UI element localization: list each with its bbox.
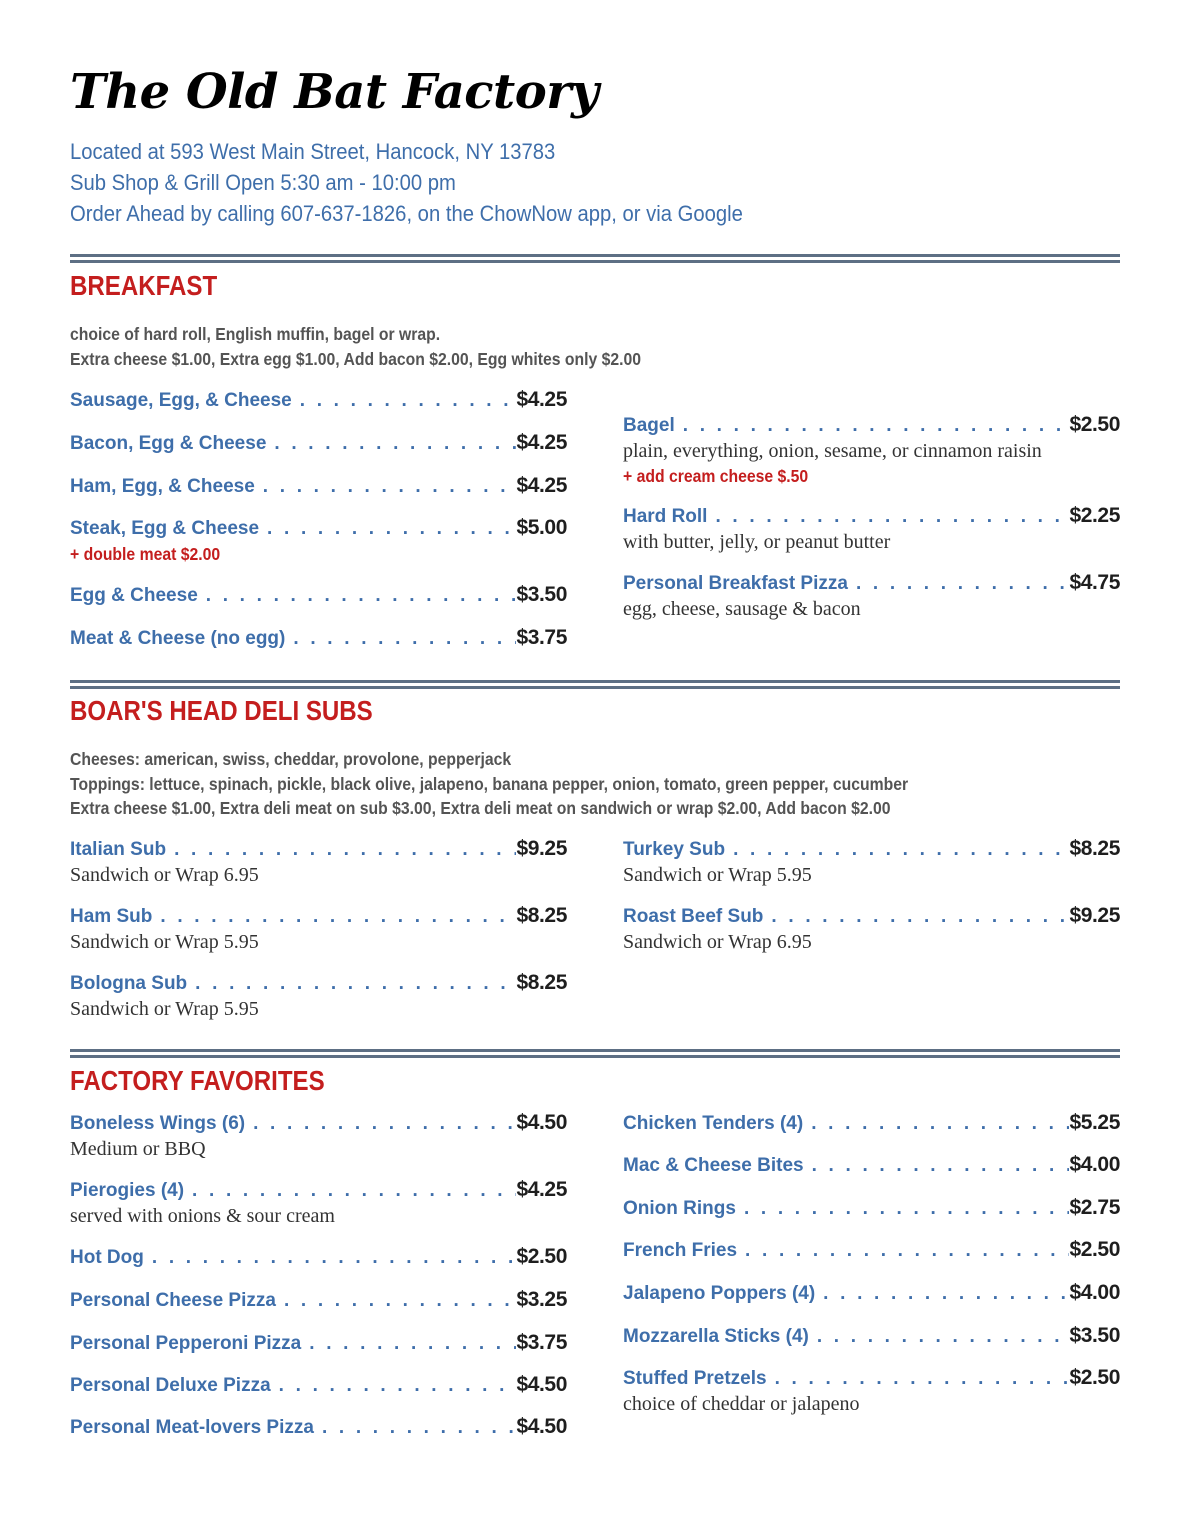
item-description: plain, everything, onion, sesame, or cinnamon raisin	[623, 440, 1042, 462]
dot-leader	[737, 1237, 1069, 1265]
item-name: Personal Breakfast Pizza	[623, 573, 848, 594]
cheeses-note: Cheeses: american, swiss, cheddar, provolone, pepperjack	[70, 749, 512, 769]
menu-item	[623, 1364, 1120, 1417]
item-price: $2.50	[516, 1245, 567, 1268]
item-description: egg, cheese, sausage & bacon	[623, 598, 861, 620]
restaurant-title: The Old Bat Factory	[70, 64, 599, 120]
item-name: Bologna Sub	[70, 973, 188, 994]
item-price: $2.25	[1069, 504, 1120, 527]
dot-leader	[301, 1330, 516, 1358]
item-price: $5.25	[1069, 1111, 1120, 1134]
toppings-note: Toppings: lettuce, spinach, pickle, black olive, jalapeno, banana pepper, onion, tomato, green pepper, cucumber	[70, 774, 909, 794]
item-name: Boneless Wings (6)	[70, 1113, 246, 1134]
item-price: $8.25	[516, 971, 567, 994]
item-description: choice of cheddar or jalapeno	[623, 1393, 860, 1415]
dot-leader	[815, 1280, 1069, 1308]
menu-item	[70, 581, 567, 609]
item-name: Sausage, Egg, & Cheese	[70, 390, 292, 411]
menu-item	[70, 386, 567, 414]
menu-item	[623, 1194, 1120, 1222]
menu-item	[623, 1236, 1120, 1264]
item-price: $4.00	[1069, 1281, 1120, 1304]
item-name: Personal Deluxe Pizza	[70, 1375, 271, 1396]
restaurant-info	[70, 136, 801, 229]
dot-leader	[767, 1365, 1070, 1393]
item-name: Ham Sub	[70, 906, 153, 927]
item-name: Meat & Cheese (no egg)	[70, 628, 286, 649]
item-price: $9.25	[1069, 904, 1120, 927]
menu-item	[70, 1286, 567, 1314]
menu-item	[70, 969, 567, 1022]
item-price: $4.25	[516, 388, 567, 411]
menu-item	[70, 835, 567, 888]
menu-item	[623, 902, 1120, 955]
dot-leader	[707, 503, 1069, 531]
item-name: Personal Meat-lovers Pizza	[70, 1417, 314, 1438]
item-price: $4.00	[1069, 1153, 1120, 1176]
dot-leader	[144, 1244, 517, 1272]
item-price: $3.25	[516, 1288, 567, 1311]
dot-leader	[804, 1152, 1070, 1180]
dot-leader	[166, 836, 516, 864]
item-description: Sandwich or Wrap 6.95	[623, 931, 812, 953]
dot-leader	[266, 430, 516, 458]
menu-item	[623, 835, 1120, 888]
dot-leader	[198, 582, 517, 610]
item-price: $4.50	[516, 1111, 567, 1134]
item-name: Jalapeno Poppers (4)	[623, 1283, 816, 1304]
breakfast-note: choice of hard roll, English muffin, bagel or wrap.	[70, 324, 441, 344]
item-name: Personal Pepperoni Pizza	[70, 1333, 302, 1354]
item-name: Bacon, Egg & Cheese	[70, 433, 267, 454]
subs-extras-note: Extra cheese $1.00, Extra deli meat on sub $3.00, Extra deli meat on sandwich or wrap $2.00, Add bacon $2.00	[70, 798, 891, 818]
item-price: $8.25	[516, 904, 567, 927]
dot-leader	[848, 570, 1069, 598]
dot-leader	[271, 1372, 517, 1400]
dot-leader	[292, 387, 517, 415]
dot-leader	[725, 836, 1069, 864]
dot-leader	[187, 970, 516, 998]
item-description: with butter, jelly, or peanut butter	[623, 531, 891, 553]
address-line: Located at 593 West Main Street, Hancock, NY 13783	[70, 139, 556, 164]
item-price: $4.25	[516, 1178, 567, 1201]
item-addon: + double meat $2.00	[70, 544, 221, 564]
item-name: Hot Dog	[70, 1247, 144, 1268]
menu-item	[623, 569, 1120, 622]
item-name: Turkey Sub	[623, 839, 726, 860]
breakfast-extras-note: Extra cheese $1.00, Extra egg $1.00, Add bacon $2.00, Egg whites only $2.00	[70, 349, 642, 369]
item-name: Roast Beef Sub	[623, 906, 764, 927]
menu-item	[70, 1109, 567, 1162]
item-name: Stuffed Pretzels	[623, 1368, 767, 1389]
menu-item	[70, 1329, 567, 1357]
menu-item	[70, 624, 567, 652]
item-price: $2.75	[1069, 1196, 1120, 1219]
item-name: Hard Roll	[623, 506, 708, 527]
dot-leader	[255, 473, 517, 501]
dot-leader	[152, 903, 516, 931]
menu-item	[623, 411, 1120, 488]
item-price: $4.25	[516, 474, 567, 497]
item-description: Sandwich or Wrap 5.95	[623, 864, 812, 886]
section-divider	[70, 1049, 1120, 1058]
menu-item	[623, 1322, 1120, 1350]
item-name: Mozzarella Sticks (4)	[623, 1326, 809, 1347]
item-price: $2.50	[1069, 1366, 1120, 1389]
item-price: $2.50	[1069, 1238, 1120, 1261]
hours-line: Sub Shop & Grill Open 5:30 am - 10:00 pm	[70, 170, 456, 195]
item-description: Sandwich or Wrap 6.95	[70, 864, 259, 886]
item-name: Ham, Egg, & Cheese	[70, 476, 255, 497]
item-name: Chicken Tenders (4)	[623, 1113, 804, 1134]
dot-leader	[675, 412, 1070, 440]
item-price: $3.75	[516, 1331, 567, 1354]
item-name: Italian Sub	[70, 839, 167, 860]
dot-leader	[245, 1110, 516, 1138]
item-price: $5.00	[516, 516, 567, 539]
dot-leader	[276, 1287, 517, 1315]
item-price: $4.50	[516, 1373, 567, 1396]
menu-item	[70, 902, 567, 955]
item-name: Egg & Cheese	[70, 585, 198, 606]
section-divider	[70, 254, 1120, 263]
item-description: served with onions & sour cream	[70, 1205, 335, 1227]
dot-leader	[809, 1323, 1070, 1351]
item-name: Bagel	[623, 415, 675, 436]
menu-item	[623, 502, 1120, 555]
dot-leader	[763, 903, 1069, 931]
item-name: Pierogies (4)	[70, 1180, 185, 1201]
item-price: $3.75	[516, 626, 567, 649]
breakfast-heading: BREAKFAST	[70, 270, 218, 301]
menu-item	[70, 472, 567, 500]
favorites-heading: FACTORY FAVORITES	[70, 1065, 325, 1096]
item-name: French Fries	[623, 1240, 738, 1261]
item-description: Sandwich or Wrap 5.95	[70, 931, 259, 953]
item-price: $2.50	[1069, 413, 1120, 436]
menu-item	[623, 1151, 1120, 1179]
item-price: $4.25	[516, 431, 567, 454]
menu-item	[623, 1109, 1120, 1137]
menu-item	[70, 429, 567, 457]
dot-leader	[314, 1414, 517, 1442]
menu-item	[70, 1243, 567, 1271]
item-price: $4.75	[1069, 571, 1120, 594]
item-price: $3.50	[516, 583, 567, 606]
subs-heading: BOAR'S HEAD DELI SUBS	[70, 695, 373, 726]
item-description: Medium or BBQ	[70, 1138, 206, 1160]
item-name: Steak, Egg & Cheese	[70, 518, 260, 539]
menu-item	[70, 1371, 567, 1399]
item-name: Personal Cheese Pizza	[70, 1290, 276, 1311]
dot-leader	[259, 515, 516, 543]
dot-leader	[184, 1177, 516, 1205]
section-divider	[70, 680, 1120, 689]
item-price: $3.50	[1069, 1324, 1120, 1347]
dot-leader	[803, 1110, 1069, 1138]
item-price: $9.25	[516, 837, 567, 860]
item-name: Onion Rings	[623, 1198, 736, 1219]
item-price: $4.50	[516, 1415, 567, 1438]
menu-item	[70, 1176, 567, 1229]
menu-item	[623, 1279, 1120, 1307]
menu-item	[70, 514, 567, 566]
item-name: Mac & Cheese Bites	[623, 1155, 804, 1176]
item-addon: + add cream cheese $.50	[623, 466, 809, 486]
menu-item	[70, 1413, 567, 1441]
dot-leader	[285, 625, 516, 653]
dot-leader	[736, 1195, 1070, 1223]
item-description: Sandwich or Wrap 5.95	[70, 998, 259, 1020]
order-line: Order Ahead by calling 607-637-1826, on the ChowNow app, or via Google	[70, 201, 743, 226]
item-price: $8.25	[1069, 837, 1120, 860]
